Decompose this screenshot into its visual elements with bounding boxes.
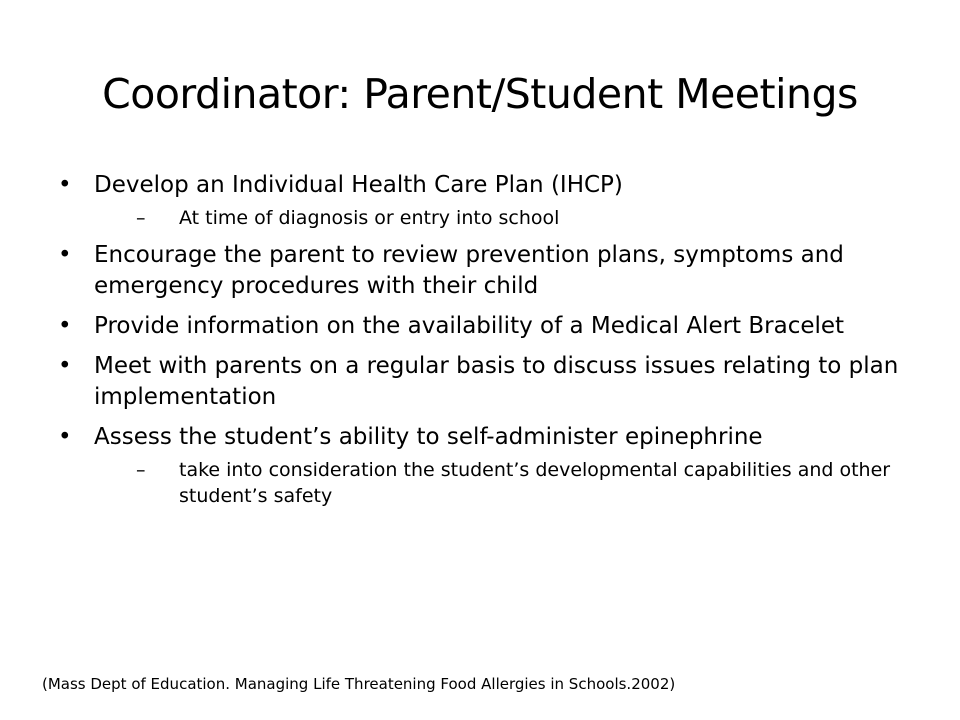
bullet-text: Meet with parents on a regular basis to discuss issues relating to plan implementation: [94, 353, 899, 410]
bullet-marker: •: [58, 353, 72, 379]
sub-marker: –: [136, 459, 146, 481]
bullet-text: Develop an Individual Health Care Plan (IHCP): [94, 172, 623, 198]
bullet-item: [58, 311, 918, 342]
bullet-marker: •: [58, 172, 72, 198]
bullet-list: [58, 170, 918, 518]
bullet-text: Provide information on the availability of a Medical Alert Bracelet: [94, 313, 845, 339]
bullet-marker: •: [58, 313, 72, 339]
sub-item: [136, 457, 918, 509]
bullet-marker: •: [58, 242, 72, 268]
sub-marker: –: [136, 207, 146, 229]
slide-title: Coordinator: Parent/Student Meetings: [102, 70, 858, 118]
bullet-text: Encourage the parent to review prevention plans, symptoms and emergency procedures with their child: [94, 242, 844, 299]
sub-item: [136, 205, 918, 231]
bullet-item: [58, 422, 918, 509]
sub-list: [94, 457, 918, 509]
sub-list: [94, 205, 918, 231]
sub-text: take into consideration the student’s developmental capabilities and other student’s safety: [179, 459, 891, 507]
bullet-text: Assess the student’s ability to self-administer epinephrine: [94, 424, 763, 450]
bullet-item: [58, 240, 918, 302]
bullet-marker: •: [58, 424, 72, 450]
citation-footnote: (Mass Dept of Education. Managing Life Threatening Food Allergies in Schools.2002): [42, 675, 676, 693]
sub-text: At time of diagnosis or entry into school: [179, 207, 560, 229]
bullet-item: [58, 351, 918, 413]
bullet-item: [58, 170, 918, 231]
